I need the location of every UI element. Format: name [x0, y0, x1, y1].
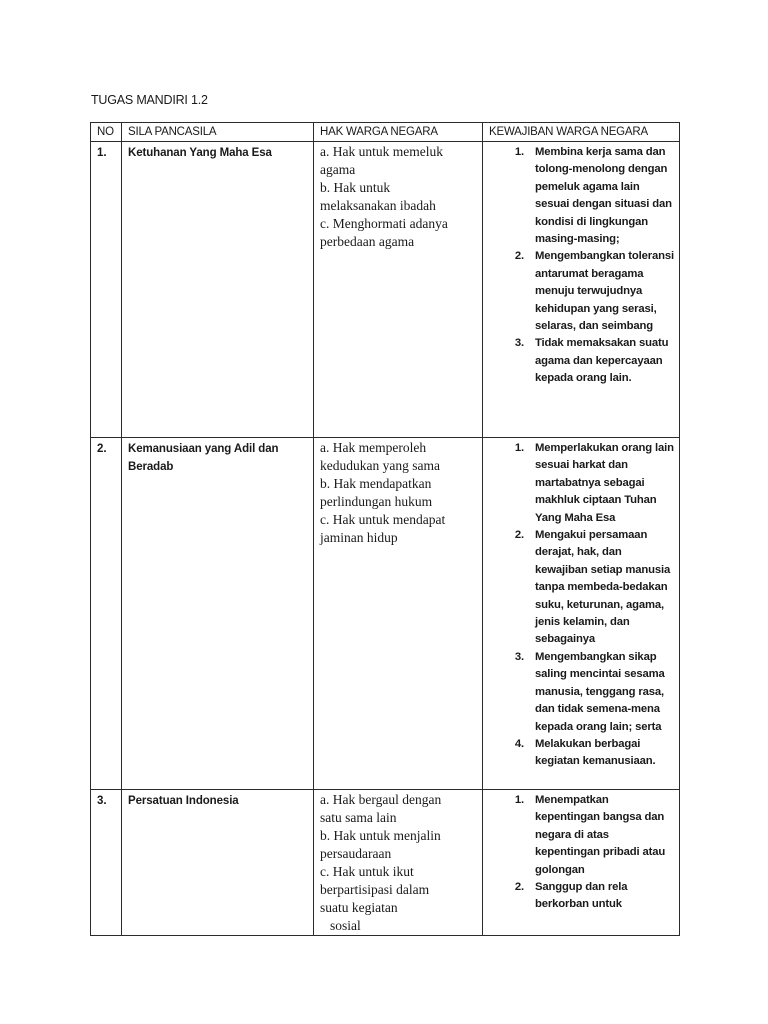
item-number: 3.: [514, 337, 524, 350]
hak-line: satu sama lain: [320, 810, 397, 825]
hak-line: agama: [320, 162, 356, 177]
kewajiban-item: [483, 527, 675, 649]
header-kewajiban: KEWAJIBAN WARGA NEGARA: [483, 123, 680, 142]
hak-line: a. Hak memperoleh: [320, 440, 427, 455]
sila-name: Kemanusiaan yang Adil dan Beradab: [122, 438, 314, 790]
item-text: Sanggup dan rela berkorban untuk: [535, 881, 628, 911]
sila-name: Persatuan Indonesia: [122, 790, 314, 936]
table-header-row: [91, 123, 680, 142]
row-number: 1.: [91, 142, 122, 438]
page-title: TUGAS MANDIRI 1.2: [91, 93, 208, 107]
item-text: Mengakui persamaan derajat, hak, dan kewajiban setiap manusia tanpa membeda-bedakan suku, keturunan, agama, jenis kelamin, dan sebagainya: [535, 529, 671, 646]
hak-line: c. Hak untuk ikut: [320, 864, 414, 879]
item-number: 1.: [514, 146, 524, 158]
hak-line: persaudaraan: [320, 846, 392, 861]
hak-cell: [314, 142, 483, 438]
hak-line: a. Hak untuk memeluk: [320, 144, 443, 159]
hak-line: berpartisipasi dalam: [320, 882, 430, 897]
kewajiban-item: [483, 649, 675, 736]
pancasila-table: [90, 122, 680, 936]
hak-line: sosial: [330, 918, 361, 933]
sila-name: Ketuhanan Yang Maha Esa: [122, 142, 314, 438]
hak-line: c. Menghormati adanya: [320, 216, 448, 231]
hak-cell: [314, 790, 483, 936]
kewajiban-item: [483, 879, 675, 914]
kewajiban-cell: [483, 142, 680, 438]
item-text: Membina kerja sama dan tolong-menolong dengan pemeluk agama lain sesuai dengan situasi dan kondisi di lingkungan masing-masing;: [535, 146, 672, 246]
kewajiban-item: [483, 144, 675, 248]
item-number: 2.: [514, 250, 524, 263]
kewajiban-item: [483, 440, 675, 527]
table-row: [91, 142, 680, 438]
kewajiban-cell: [483, 438, 680, 790]
item-text: Memperlakukan orang lain sesuai harkat dan martabatnya sebagai makhluk ciptaan Tuhan Yang Maha Esa: [535, 442, 674, 524]
table-row: [91, 438, 680, 790]
hak-cell: [314, 438, 483, 790]
hak-line: perlindungan hukum: [320, 494, 433, 509]
item-text: Tidak memaksakan suatu agama dan kepercayaan kepada orang lain.: [535, 337, 669, 385]
hak-line: b. Hak untuk: [320, 180, 391, 195]
header-no: NO: [91, 123, 122, 142]
row-number: 2.: [91, 438, 122, 790]
item-number: 3.: [514, 650, 524, 663]
table-row: [91, 790, 680, 936]
kewajiban-cell: [483, 790, 680, 936]
item-number: 2.: [514, 529, 524, 542]
item-number: 4.: [514, 737, 524, 750]
row-number: 3.: [91, 790, 122, 936]
kewajiban-item: [483, 335, 675, 387]
hak-line: a. Hak bergaul dengan: [320, 792, 442, 807]
hak-line: suatu kegiatan: [320, 900, 398, 915]
hak-line: c. Hak untuk mendapat: [320, 512, 446, 527]
hak-line: perbedaan agama: [320, 234, 415, 249]
hak-line: kedudukan yang sama: [320, 458, 440, 473]
kewajiban-item: [483, 792, 675, 879]
hak-line: melaksanakan ibadah: [320, 198, 436, 213]
header-hak: HAK WARGA NEGARA: [314, 123, 483, 142]
header-sila: SILA PANCASILA: [122, 123, 314, 142]
hak-line: b. Hak mendapatkan: [320, 476, 432, 491]
item-text: Melakukan berbagai kegiatan kemanusiaan.: [535, 737, 656, 768]
kewajiban-item: [483, 248, 675, 335]
hak-line: b. Hak untuk menjalin: [320, 828, 441, 843]
hak-line: jaminan hidup: [320, 530, 398, 545]
item-number: 2.: [514, 881, 524, 894]
item-number: 1.: [514, 442, 524, 454]
item-text: Menempatkan kepentingan bangsa dan negara di atas kepentingan pribadi atau golongan: [535, 794, 666, 876]
item-text: Mengembangkan sikap saling mencintai sesama manusia, tenggang rasa, dan tidak semena-mena kepada orang lain; serta: [535, 650, 665, 733]
item-number: 1.: [514, 794, 524, 806]
kewajiban-item: [483, 736, 675, 771]
item-text: Mengembangkan toleransi antarumat beragama menuju terwujudnya kehidupan yang serasi, selaras, dan seimbang: [535, 250, 675, 333]
